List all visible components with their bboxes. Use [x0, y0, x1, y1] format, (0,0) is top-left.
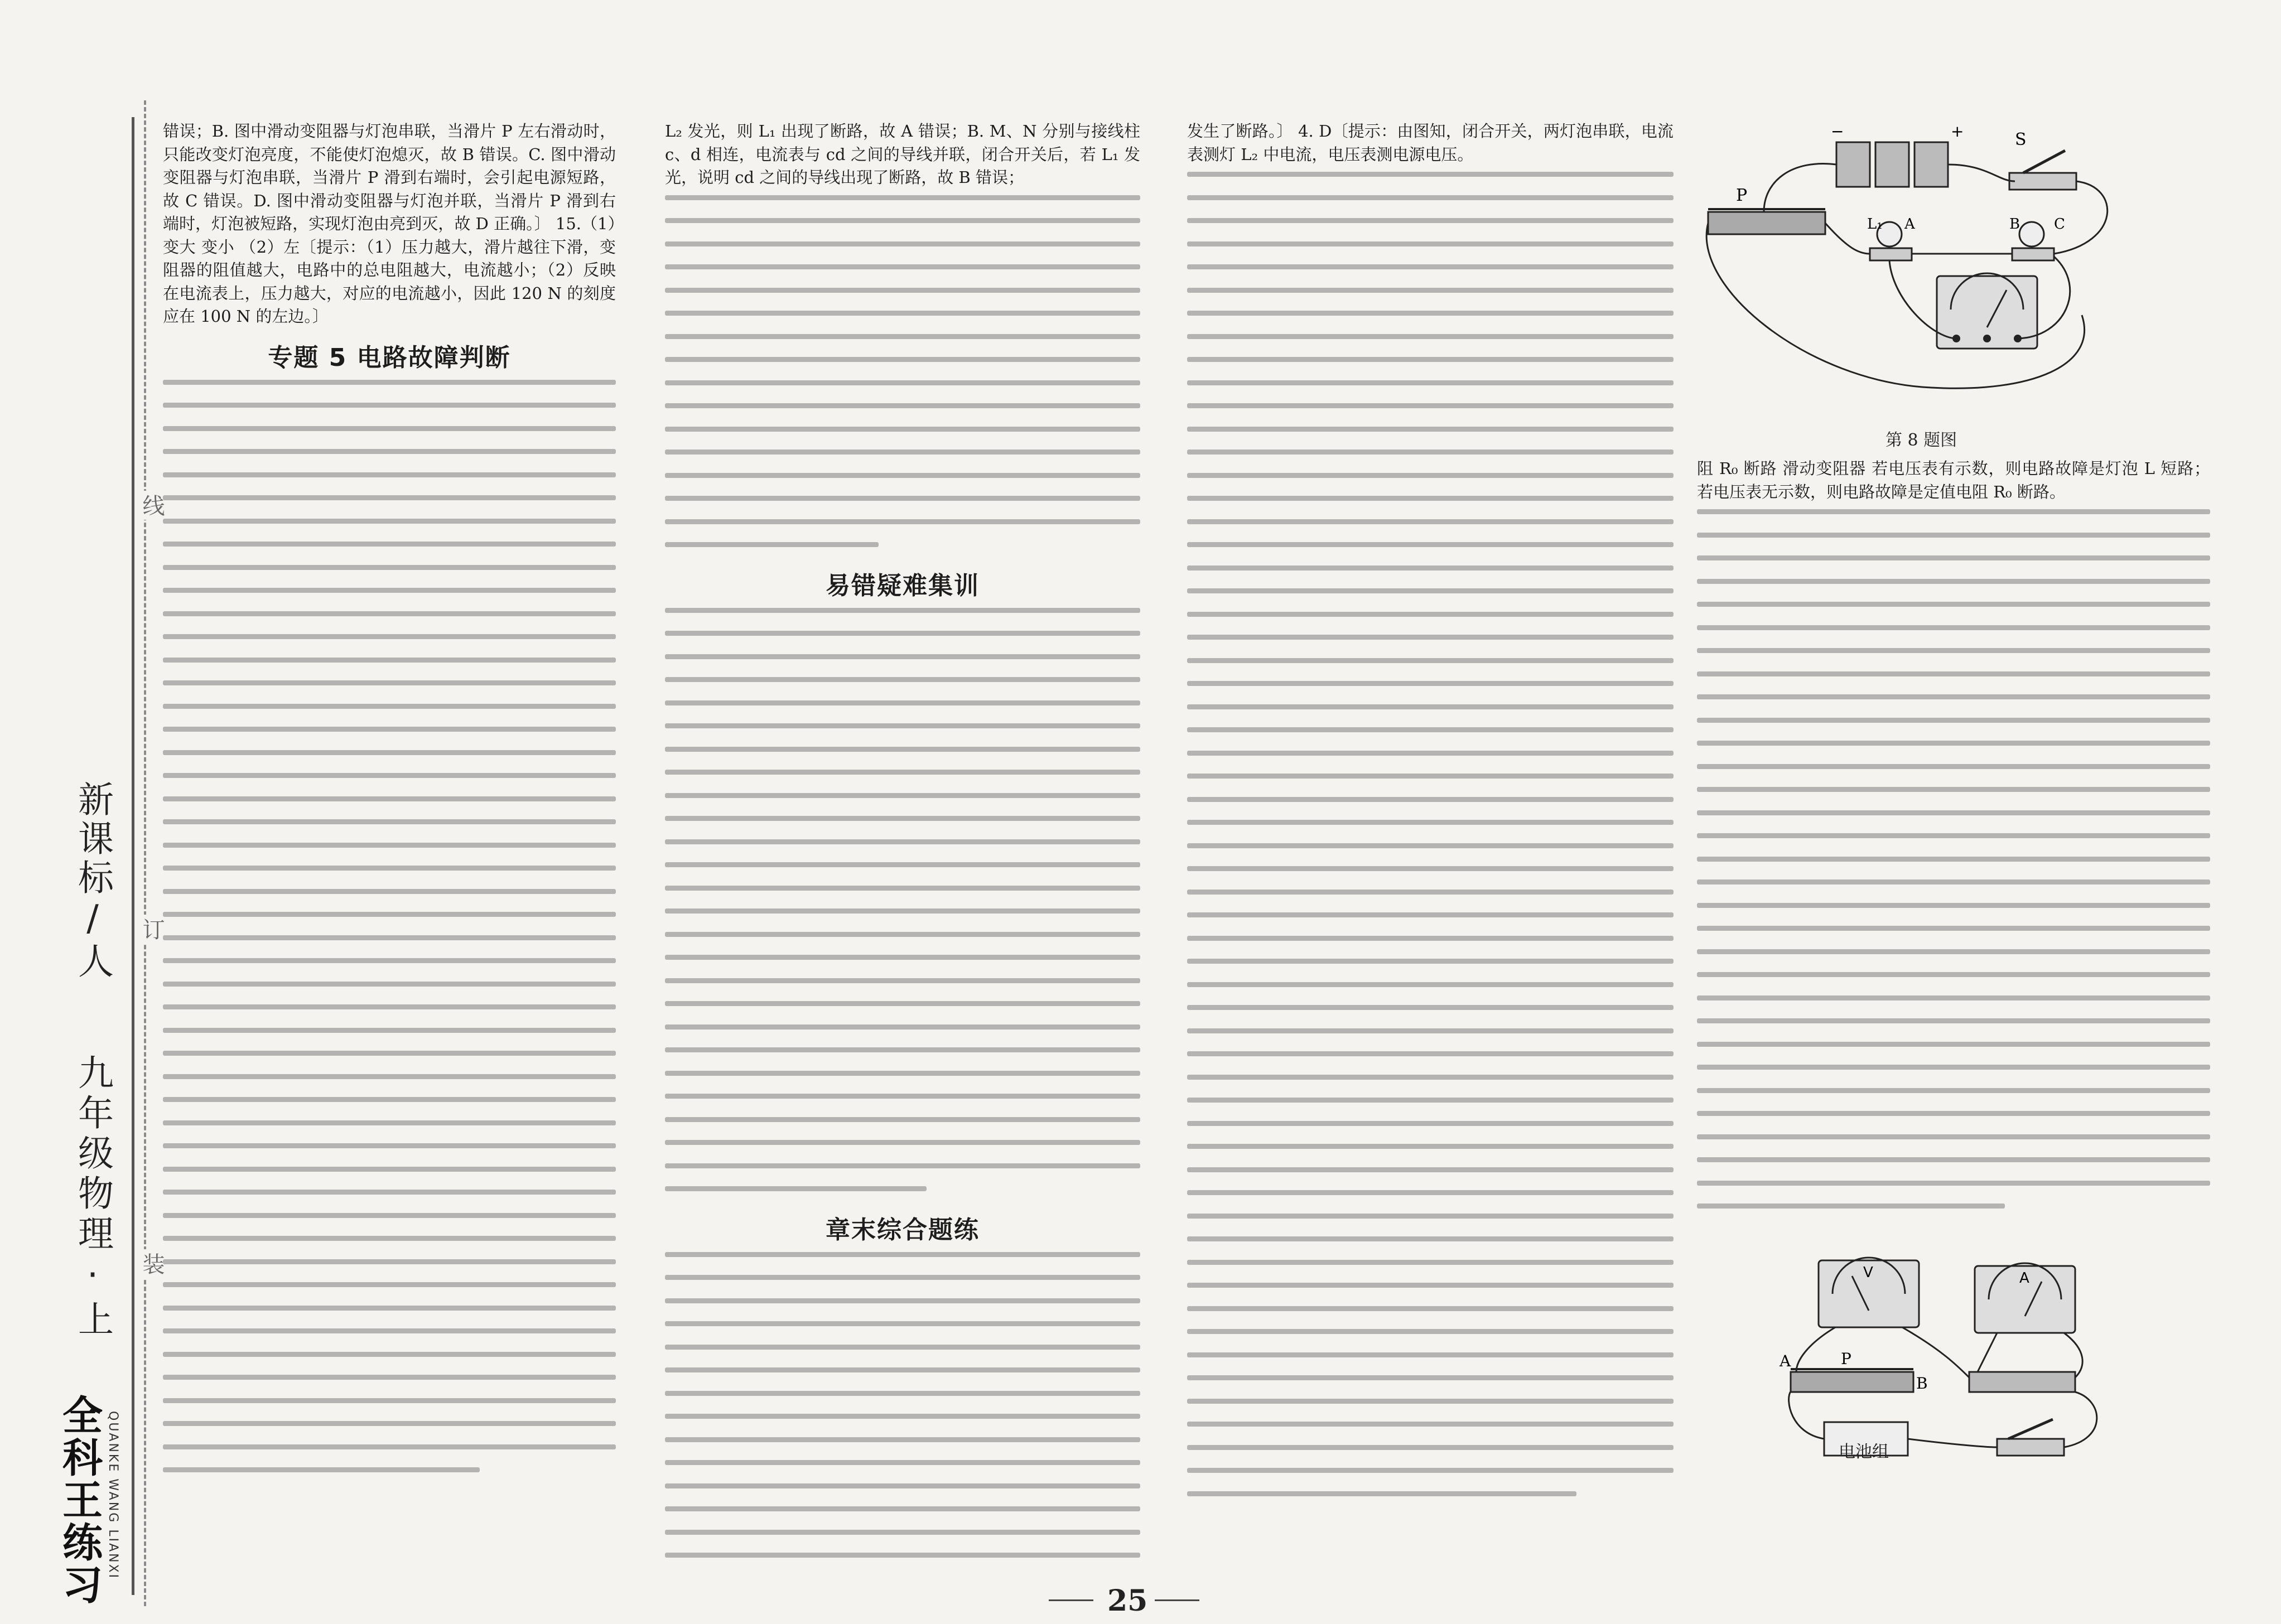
bulb-l1-icon	[1867, 216, 1916, 260]
column-2-body-c	[665, 1252, 1140, 1558]
svg-text:A: A	[1904, 216, 1915, 233]
section-heading-error-practice: 易错疑难集训	[826, 571, 980, 600]
svg-text:A: A	[1780, 1352, 1791, 1370]
binding-margin	[0, 0, 167, 1624]
circuit-figure-10	[1774, 1255, 2120, 1483]
book-title: 九年级物理·上	[72, 1054, 113, 1341]
svg-text:C: C	[2054, 216, 2065, 233]
column-3	[1187, 120, 1674, 1514]
logo-text: 全科王练习	[56, 1394, 103, 1606]
column-4-body	[1697, 509, 2210, 1209]
section-heading-chapter-review: 章末综合题练	[826, 1215, 980, 1244]
cut-mark-install: 装	[136, 1249, 168, 1278]
column-3-body	[1187, 172, 1674, 1496]
logo-pinyin: QUANKE WANG LIANXI	[106, 1411, 120, 1580]
svg-text:B: B	[1916, 1374, 1928, 1393]
margin-rule	[132, 117, 134, 1595]
svg-text:L₁: L₁	[1867, 216, 1883, 233]
circuit-figure-8	[1697, 120, 2210, 421]
column-2-body-a	[665, 195, 1140, 548]
page-number-rule-right	[1155, 1599, 1199, 1601]
svg-text:S: S	[2015, 130, 2027, 149]
cut-mark-line: 线	[136, 491, 168, 520]
battery-label: 电池组	[1839, 1442, 1889, 1462]
cut-line	[144, 100, 146, 1606]
svg-text:B: B	[2009, 216, 2020, 233]
svg-text:A: A	[2019, 1270, 2029, 1287]
figure-caption: 第 8 题图	[1885, 431, 1957, 450]
svg-text:P: P	[1736, 186, 1748, 205]
column-1	[163, 120, 616, 1491]
column-2	[665, 120, 1140, 1576]
column-4-text: 阻 R₀ 断路 滑动变阻器 若电压表有示数，则电路故障是灯泡 L 短路；若电压表无示数，则电路故障是定值电阻 R₀ 断路。	[1697, 459, 2210, 501]
switch-icon	[1997, 1419, 2064, 1456]
page-number-rule-left	[1049, 1599, 1093, 1601]
series-label: 新课标/人	[72, 781, 113, 982]
cut-mark-bind: 订	[136, 915, 168, 944]
column-3-text: 发生了断路。〕 4. D〔提示：由图知，闭合开关，两灯泡串联，电流表测灯 L₂ 中电流，电压表测电源电压。	[1187, 122, 1674, 164]
battery-icon	[1831, 122, 1964, 187]
publisher-logo	[45, 1394, 134, 1612]
svg-text:−: −	[1831, 122, 1844, 141]
voltmeter-icon	[1819, 1258, 1919, 1327]
wires	[1706, 163, 2108, 388]
column-2-text: L₂ 发光，则 L₁ 出现了断路，故 A 错误；B. M、N 分别与接线柱 c、d 相连，电流表与 cd 之间的导线并联，闭合开关后，若 L₁ 发光，说明 cd 之间的导线出现了断路，故 B 错误；	[665, 122, 1140, 187]
column-1-text: 错误；B. 图中滑动变阻器与灯泡串联，当滑片 P 左右滑动时，只能改变灯泡亮度，不能使灯泡熄灭，故 B 错误。C. 图中滑动变阻器与灯泡串联，当滑片 P 滑到右端时，会引起电源短路，故 C 错误。D. 图中滑动变阻器与灯泡并联，当滑片 P 滑到右端时，灯泡被短路，实现灯泡由亮到灭，故 D 正确。〕 15.（1）变大 变小 （2）左〔提示：（1）压力越大，滑片越往下滑，变阻器的阻值越大，电路中的总电阻越大，电流越小；（2）反映在电流表上，压力越大，对应的电流越小，因此 120 N 的刻度应在 100 N 的左边。〕	[163, 122, 616, 326]
rheostat-icon	[1708, 186, 1825, 234]
resistor-icon	[1969, 1372, 2075, 1392]
switch-icon	[2009, 130, 2076, 190]
svg-text:P: P	[1841, 1350, 1851, 1368]
svg-text:V: V	[1863, 1264, 1873, 1281]
svg-text:+: +	[1951, 122, 1964, 141]
page-number: 25	[1107, 1584, 1148, 1618]
column-4	[1697, 457, 2210, 1227]
ammeter-icon	[1975, 1263, 2075, 1333]
column-2-body-b	[665, 608, 1140, 1192]
section-heading-topic5: 专题 5 电路故障判断	[268, 343, 511, 372]
column-1-body	[163, 380, 616, 1473]
